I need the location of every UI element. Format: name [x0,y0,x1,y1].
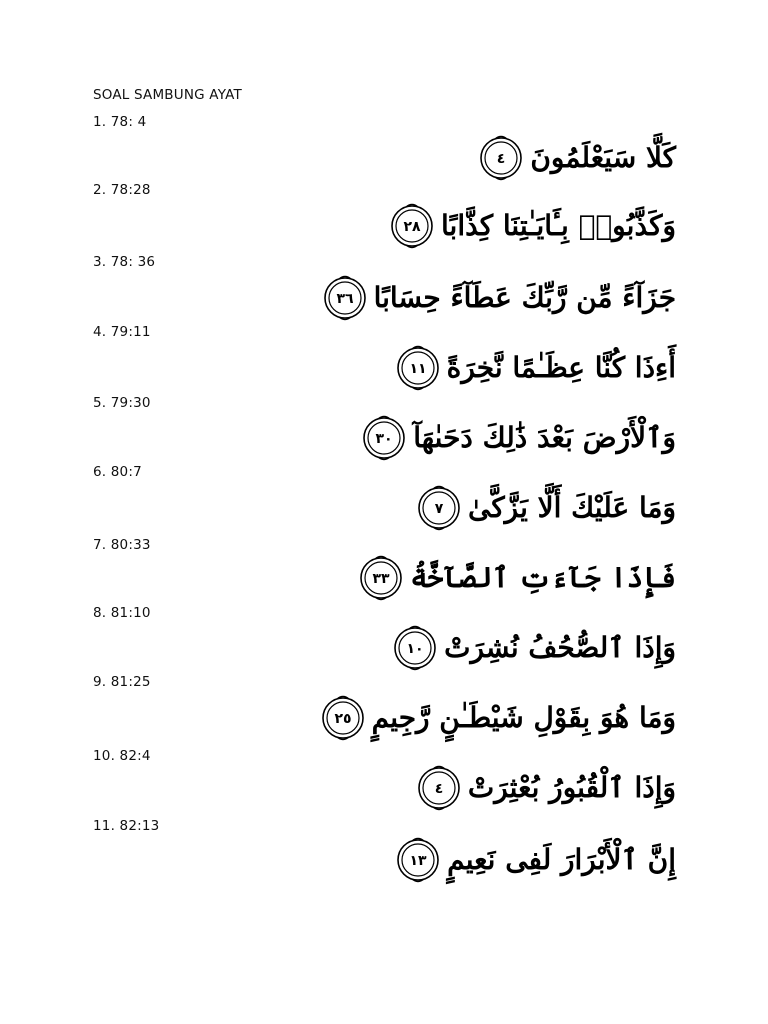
verse-text: أَءِذَا كُنَّا عِظَـٰمًا نَّخِرَةً [446,351,676,384]
ayah-number: ٤ [434,781,444,797]
verse-text: كَلَّا سَيَعْلَمُونَ [530,141,676,174]
ayah-number: ٧ [434,501,444,517]
verse-row [389,196,676,256]
verse-text: وَٱلْأَرْضَ بَعْدَ ذَٰلِكَ دَحَىٰهَآ [413,421,676,454]
verse-text: فَإِذَا جَآءَتِ ٱلصَّآخَّةُ [410,561,676,594]
ayah-marker-icon [395,345,441,391]
verse-row [361,408,676,468]
item-label: 10. 82:4 [93,748,151,764]
verse-row [322,268,676,328]
verse-text: وَكَذَّبُوا۟ بِـَٔايَـٰتِنَا كِذَّابًا [441,209,676,242]
ayah-marker-icon [389,203,435,249]
item-label: 6. 80:7 [93,464,142,480]
ayah-marker-icon [358,555,404,601]
verse-text: إِنَّ ٱلْأَبْرَارَ لَفِى نَعِيمٍ [447,843,676,876]
ayah-number: ١٣ [409,853,427,869]
verse-row [416,478,676,538]
ayah-marker-icon [416,485,462,531]
ayah-marker-icon [361,415,407,461]
item-label: 7. 80:33 [93,537,151,553]
verse-row [358,548,676,608]
verse-text: جَزَآءً مِّن رَّبِّكَ عَطَآءً حِسَابًا [373,281,676,314]
verse-text: وَإِذَا ٱلصُّحُفُ نُشِرَتْ [444,631,676,664]
verse-row [320,688,676,748]
ayah-number: ٤ [497,151,506,167]
ayah-marker-icon [320,695,366,741]
item-label: 9. 81:25 [93,674,151,690]
ayah-number: ٣٣ [372,571,390,587]
ayah-marker-icon [322,275,368,321]
ayah-marker-icon [395,837,441,883]
item-label: 3. 78: 36 [93,254,156,270]
verse-row [478,128,676,188]
verse-row [392,618,676,678]
ayah-marker-icon [416,765,462,811]
ayah-number: ٢٥ [334,711,352,727]
item-label: 4. 79:11 [93,324,151,340]
ayah-number: ٣٠ [375,431,393,447]
page-title: SOAL SAMBUNG AYAT [93,87,242,103]
item-label: 1. 78: 4 [93,114,147,130]
ayah-number: ٣٦ [336,291,354,307]
item-label: 11. 82:13 [93,818,160,834]
item-label: 8. 81:10 [93,605,151,621]
verse-text: وَمَا عَلَيْكَ أَلَّا يَزَّكَّىٰ [468,491,676,524]
item-label: 5. 79:30 [93,395,151,411]
ayah-number: ٢٨ [403,219,421,235]
verse-row [395,338,676,398]
ayah-number: ١٠ [406,641,424,657]
ayah-marker-icon [392,625,438,671]
verse-row [416,758,676,818]
verse-row [395,830,676,890]
verse-text: وَإِذَا ٱلْقُبُورُ بُعْثِرَتْ [467,771,676,804]
ayah-marker-icon [478,135,524,181]
item-label: 2. 78:28 [93,182,151,198]
verse-text: وَمَا هُوَ بِقَوْلِ شَيْطَـٰنٍ رَّجِيمٍ [371,701,676,734]
ayah-number: ١١ [409,361,427,377]
